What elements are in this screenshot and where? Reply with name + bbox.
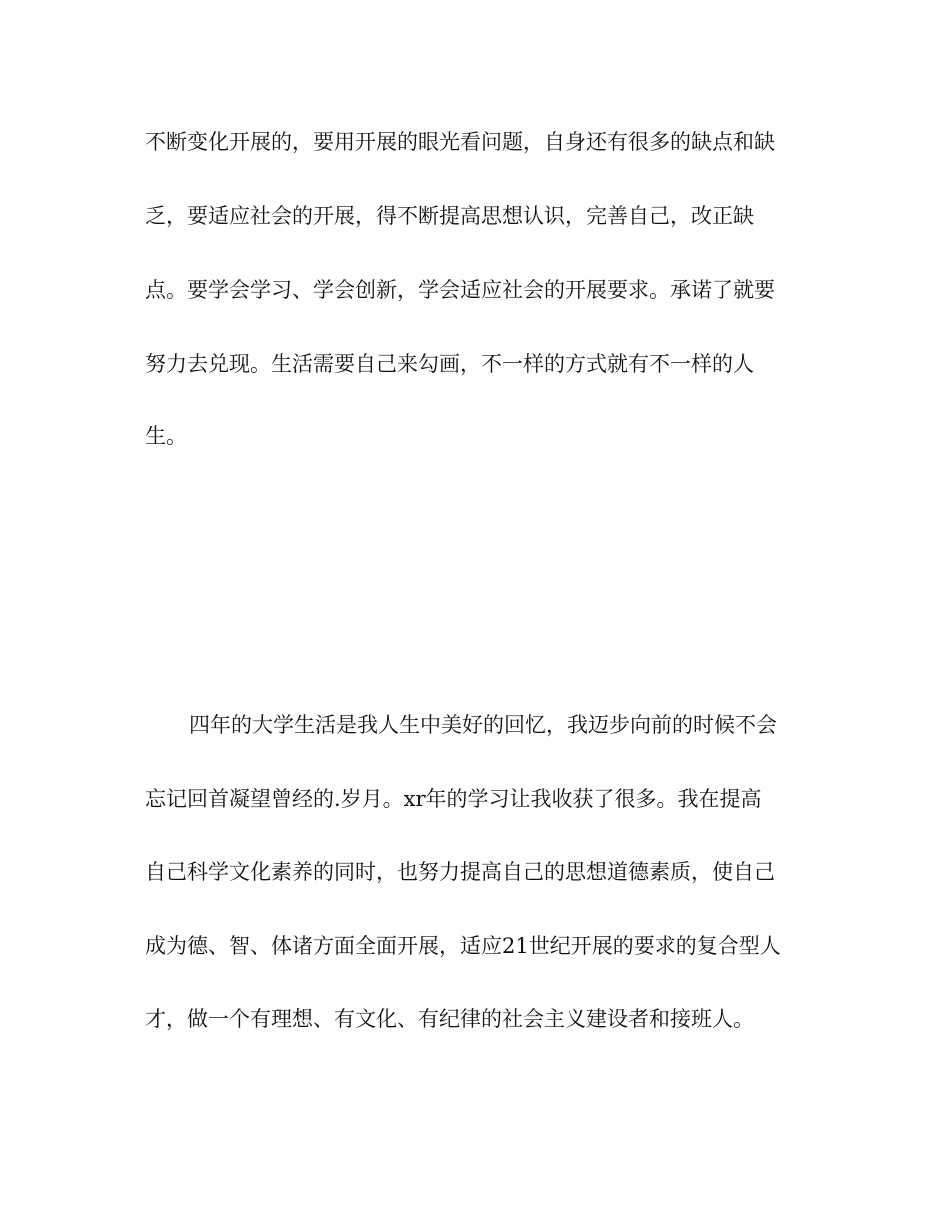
text-line: 忘记回首凝望曾经的.岁月。xr年的学习让我收获了很多。我在提高	[145, 787, 762, 811]
text-line: 四年的大学生活是我人生中美好的回忆，我迈步向前的时候不会	[189, 713, 777, 737]
text-line: 乏，要适应社会的开展，得不断提高思想认识，完善自己，改正缺	[145, 204, 754, 228]
text-line: 努力去兑现。生活需要自己来勾画，不一样的方式就有不一样的人	[145, 352, 754, 376]
text-line: 才，做一个有理想、有文化、有纪律的社会主义建设者和接班人。	[145, 1007, 754, 1031]
text-line: 生。	[145, 424, 187, 448]
text-line: 不断变化开展的，要用开展的眼光看问题，自身还有很多的缺点和缺	[145, 130, 775, 154]
text-line: 成为德、智、体诸方面全面开展，适应21世纪开展的要求的复合型人	[145, 934, 781, 958]
text-line: 点。要学会学习、学会创新，学会适应社会的开展要求。承诺了就要	[145, 278, 775, 302]
text-line: 自己科学文化素养的同时，也努力提高自己的思想道德素质，使自己	[145, 860, 775, 884]
